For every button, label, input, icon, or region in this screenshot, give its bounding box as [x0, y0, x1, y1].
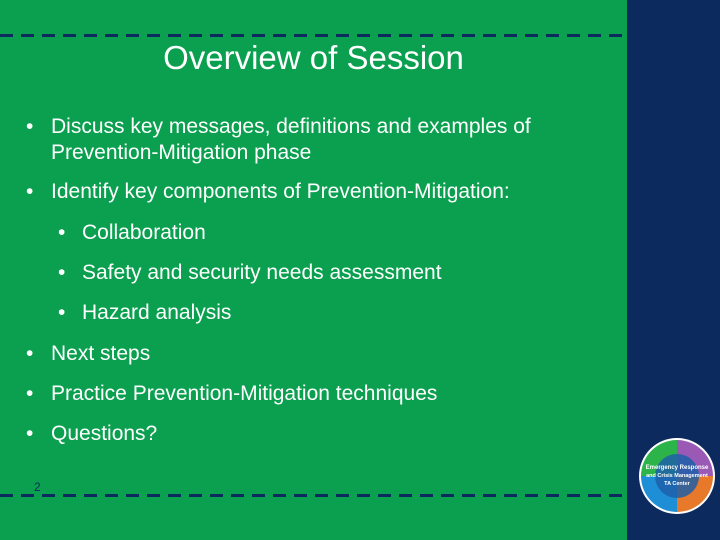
bottom-dashed-divider [0, 494, 627, 497]
bullet-dot: • [26, 115, 34, 138]
bullet-text: Next steps [51, 342, 151, 365]
bullet-text: Collaboration [82, 221, 206, 244]
bullet-dot: • [58, 301, 66, 324]
bullet-text: Safety and security needs assessment [82, 261, 442, 284]
page-number: 2 [34, 480, 41, 494]
sub-bullet-item [58, 300, 602, 326]
ta-center-logo [637, 432, 717, 520]
bullet-dot: • [26, 422, 34, 445]
bullet-dot: • [58, 221, 66, 244]
bullet-dot: • [26, 180, 34, 203]
top-dashed-divider [0, 34, 627, 37]
logo-line-3: TA Center [664, 481, 690, 487]
sub-bullet-item [58, 220, 602, 246]
bullet-item [26, 179, 611, 205]
bullet-text: Questions? [51, 422, 158, 445]
logo-line-2: and Crisis Management [646, 473, 708, 479]
bullet-dot: • [58, 261, 66, 284]
bullet-item [26, 381, 611, 407]
bullet-item [26, 114, 611, 166]
logo-line-1: Emergency Response [645, 465, 709, 471]
bullet-item [26, 341, 611, 367]
bullet-text: Practice Prevention-Mitigation techniques [51, 382, 438, 405]
sub-bullet-item [58, 260, 602, 286]
bullet-text: Discuss key messages, definitions and examples of Prevention-Mitigation phase [51, 115, 531, 164]
bullet-text: Identify key components of Prevention-Mitigation: [51, 180, 510, 203]
slide-title: Overview of Session [163, 39, 464, 76]
bullet-text: Hazard analysis [82, 301, 232, 324]
bullet-item [26, 421, 611, 447]
bullet-dot: • [26, 342, 34, 365]
bullet-dot: • [26, 382, 34, 405]
